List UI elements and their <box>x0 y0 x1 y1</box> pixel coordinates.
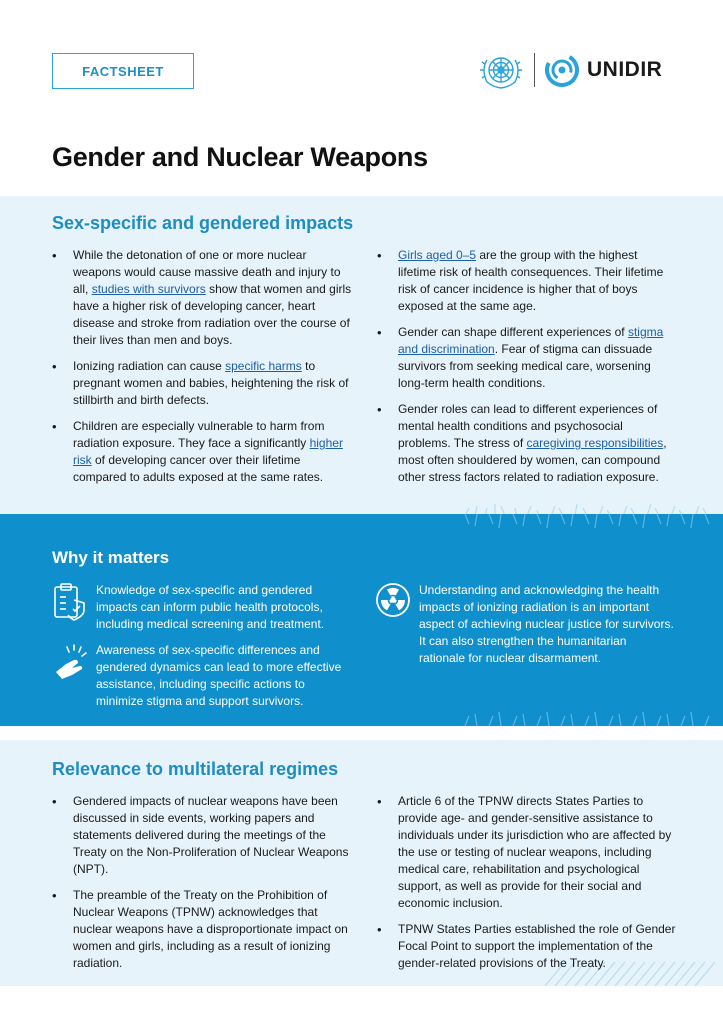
impacts-right-list <box>377 247 677 495</box>
page-title: Gender and Nuclear Weapons <box>52 142 428 172</box>
list-item: • Ionizing radiation can cause specific harms to pregnant women and babies, heightening the risk of stillbirth and birth defects. <box>52 358 352 409</box>
relevance-left-list <box>52 793 352 981</box>
relevance-columns <box>52 793 677 981</box>
logo-group <box>478 50 662 90</box>
impacts-left-list <box>52 247 352 495</box>
impacts-section <box>0 196 723 514</box>
why-item <box>375 582 675 667</box>
girls-aged-link[interactable]: Girls aged 0–5 <box>398 248 477 262</box>
stigma-discrimination-link[interactable]: stigma and discrimination <box>398 325 664 356</box>
page-header <box>0 0 723 195</box>
why-text: Awareness of sex-specific differences and gendered dynamics can lead to more effective assistance, including specific actions to minimize stigma and support survivors. <box>96 643 342 708</box>
unidir-logo-icon <box>545 53 579 87</box>
helping-hand-icon <box>52 642 88 682</box>
impacts-heading: Sex-specific and gendered impacts <box>52 213 354 233</box>
list-item: • Gender can shape different experiences of stigma and discrimination. Fear of stigma can dissuade survivors from seeking medical care, worsening long-term health conditions. <box>377 324 677 392</box>
factsheet-badge: FACTSHEET <box>52 53 194 89</box>
why-text: Understanding and acknowledging the health impacts of ionizing radiation is an important aspect of achieving nuclear justice for survivors. It can also strengthen the humanitarian rationale for nuclear disarmament. <box>419 583 674 665</box>
relevance-section <box>0 740 723 986</box>
impacts-columns <box>52 247 677 495</box>
why-it-matters-section <box>0 514 723 726</box>
list-item: • Gender roles can lead to different experiences of mental health conditions and psychosocial problems. The stress of caregiving responsibilities, most often shouldered by women, can compound other stress factors related to radiation exposure. <box>377 401 677 486</box>
clipboard-shield-icon <box>52 582 88 622</box>
list-item: • Girls aged 0–5 are the group with the highest lifetime risk of health consequences. Their lifetime risk of cancer incidence is higher that of boys exposed at the same age. <box>377 247 677 315</box>
why-item <box>52 582 352 633</box>
caregiving-responsibilities-link[interactable]: caregiving responsibilities <box>526 436 664 450</box>
list-item: • Children are especially vulnerable to harm from radiation exposure. They face a significantly higher risk of developing cancer over their lifetime compared to adults exposed at the same rates. <box>52 418 352 486</box>
un-emblem-icon <box>478 50 524 90</box>
line-pattern-decoration <box>455 708 715 726</box>
list-item: • Gendered impacts of nuclear weapons have been discussed in side events, working papers and statements delivered during the meetings of the Treaty on the Non-Proliferation of Nuclear Weapons (NPT). <box>52 793 352 878</box>
relevance-right-list <box>377 793 677 981</box>
why-item <box>52 642 352 710</box>
why-text: Knowledge of sex-specific and gendered impacts can inform public health protocols, including medical screening and treatment. <box>96 583 325 631</box>
logo-divider <box>534 53 535 87</box>
line-pattern-decoration <box>455 514 715 532</box>
specific-harms-link[interactable]: specific harms <box>225 359 302 373</box>
studies-with-survivors-link[interactable]: studies with survivors <box>91 282 206 296</box>
list-item: • While the detonation of one or more nuclear weapons would cause massive death and injury to all, studies with survivors show that women and girls have a higher risk of developing cancer, heart disease and stroke from radiation over the course of their lives than men and boys. <box>52 247 352 349</box>
higher-risk-link[interactable]: higher risk <box>73 436 343 467</box>
unidir-wordmark: UNIDIR <box>587 58 663 81</box>
why-heading: Why it matters <box>52 548 170 567</box>
list-item: • Article 6 of the TPNW directs States Parties to provide age- and gender-sensitive assistance to individuals under its jurisdiction who are affected by the use or testing of nuclear weapons, including medical care, rehabilitation and psychological support, as well as provide for their social and economic inclusion. <box>377 793 677 912</box>
radiation-icon <box>375 582 411 622</box>
relevance-heading: Relevance to multilateral regimes <box>52 759 339 779</box>
list-item: • The preamble of the Treaty on the Prohibition of Nuclear Weapons (TPNW) acknowledges that nuclear weapons have a disproportionate impact on women and girls, including as a result of ionizing radiation. <box>52 887 352 972</box>
list-item: • TPNW States Parties established the role of Gender Focal Point to support the implementation of the gender-related provisions of the Treaty. <box>377 921 677 972</box>
